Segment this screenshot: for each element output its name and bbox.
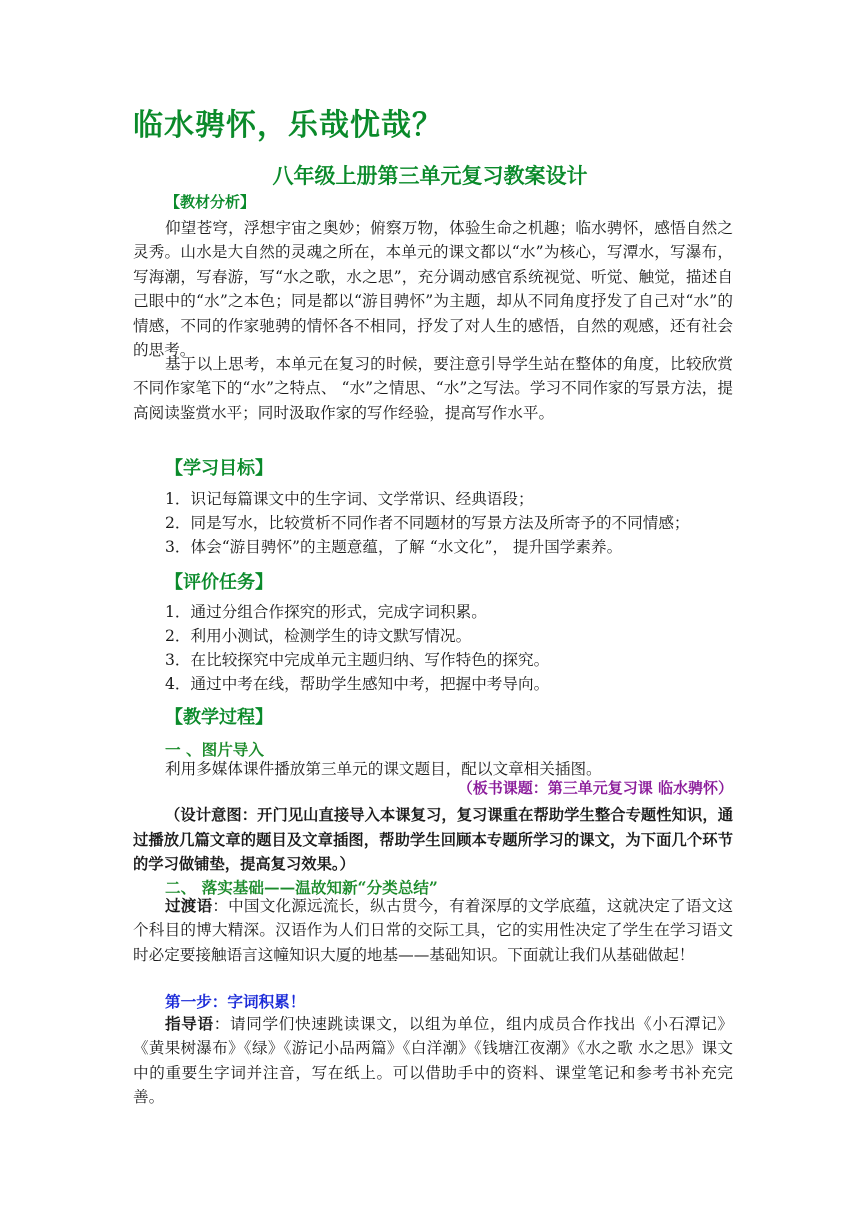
guide-label: 指导语 (165, 1014, 214, 1033)
goal-item-1: 1．识记每篇课文中的生字词、文学常识、经典语段； (165, 490, 534, 508)
section-analysis-heading: 【教材分析】 (165, 193, 256, 211)
analysis-paragraph-1: 仰望苍穹，浮想宇宙之奥妙；俯察万物，体验生命之机趣；临水骋怀，感悟自然之灵秀。山水是大自然的灵魂之所在，本单元的课文都以“水”为核心，写潭水，写瀑布，写海潮，写春游，写“水之歌，水之思”，充分调动感官系统视觉、听觉、触觉，描述自己眼中的“水”之本色；同是都以“游目骋怀”为主题，却从不同角度抒发了自己对“水”的情感，不同的作家驰骋的情怀各不相同，抒发了对人生的感悟，自然的观感，还有社会的思考。 (133, 219, 733, 360)
task-item-4: 4．通过中考在线，帮助学生感知中考，把握中考导向。 (165, 675, 550, 693)
guide-text: ：请同学们快速跳读课文，以组为单位，组内成员合作找出《小石潭记》《黄果树瀑布》《绿》《游记小品两篇》《白洋潮》《钱塘江夜潮》《水之歌 水之思》课文中的重要生字词并注音，写在纸上。可以借助手中的资料、课堂笔记和参考书补充完善。 (133, 1015, 733, 1107)
design-intent: （设计意图：开门见山直接导入本课复习，复习课重在帮助学生整合专题性知识，通过播放几篇文章的题目及文章插图，帮助学生回顾本专题所学习的课文，为下面几个环节的学习做铺垫，提高复习效果。） (133, 806, 733, 874)
task-item-1: 1．通过分组合作探究的形式，完成字词积累。 (165, 603, 487, 621)
section-tasks-heading: 【评价任务】 (165, 572, 273, 593)
task-item-2: 2．利用小测试，检测学生的诗文默写情况。 (165, 627, 472, 645)
guide-paragraph (133, 1012, 733, 1110)
step-one-label: 第一步：字词积累！ (165, 992, 306, 1011)
analysis-paragraph-2: 基于以上思考，本单元在复习的时候，要注意引导学生站在整体的角度，比较欣赏不同作家笔下的“水”之特点、 “水”之情思、“水”之写法。学习不同作家的写景方法，提高阅读鉴赏水平；同时汲取作家的写作经验，提高写作水平。 (133, 355, 733, 422)
transition-label: 过渡语 (165, 896, 213, 915)
task-item-3: 3．在比较探究中完成单元主题归纳、写作特色的探究。 (165, 651, 550, 669)
goal-item-3: 3．体会“游目骋怀”的主题意蕴，了解 “水文化”， 提升国学素养。 (165, 538, 623, 556)
transition-text: ：中国文化源远流长，纵古贯今，有着深厚的文学底蕴，这就决定了语文这个科目的博大精深。汉语作为人们日常的交际工具，它的实用性决定了学生在学习语文时必定要接触语言这幢知识大厦的地基——基础知识。下面就让我们从基础做起！ (133, 897, 733, 964)
subtitle: 八年级上册第三单元复习教案设计 (272, 163, 588, 188)
goal-item-2: 2．同是写水，比较赏析不同作者不同题材的写景方法及所寄予的不同情感； (165, 514, 690, 532)
step1-heading: 一 、图片导入 (165, 740, 264, 759)
section-goals-heading: 【学习目标】 (165, 458, 273, 479)
board-title-note: （板书课题：第三单元复习课 临水骋怀） (457, 779, 733, 797)
main-title: 临水骋怀，乐哉忧哉？ (133, 108, 443, 143)
step1-text: 利用多媒体课件播放第三单元的课文题目，配以文章相关插图。 (165, 760, 602, 778)
section-process-heading: 【教学过程】 (165, 707, 273, 728)
step2-heading: 二、 落实基础——温故知新“分类总结” (165, 878, 438, 897)
transition-paragraph (133, 894, 733, 967)
